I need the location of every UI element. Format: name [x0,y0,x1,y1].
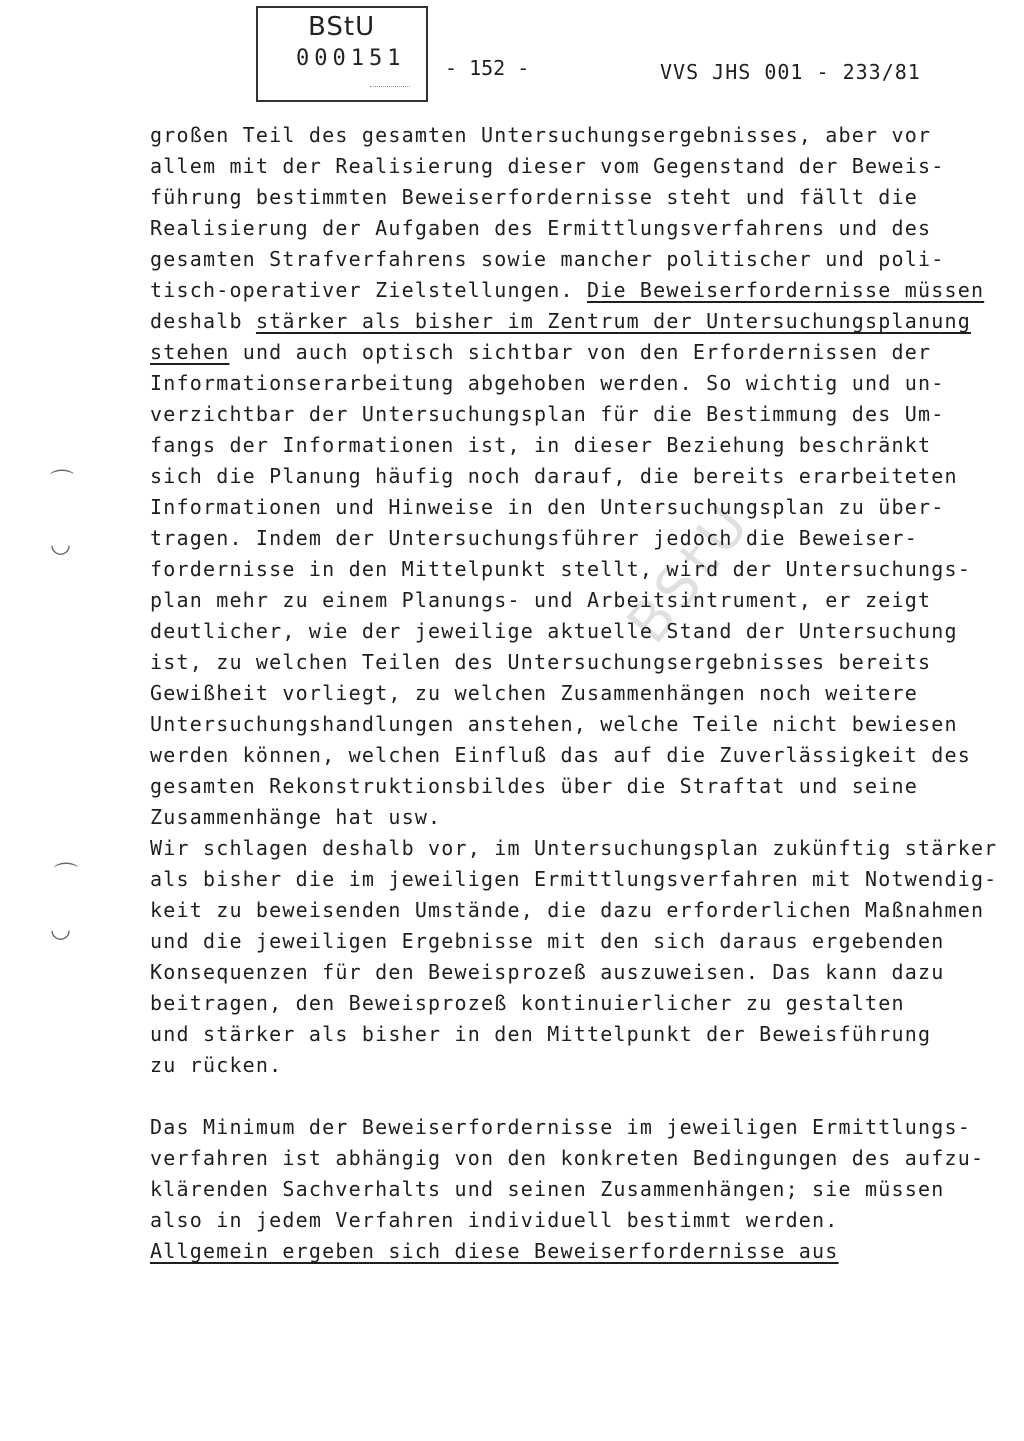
margin-mark: ⌒ [54,861,78,889]
paragraph-1 [150,120,998,1081]
page-number: - 152 - [445,56,530,80]
text-line: plan mehr zu einem Planungs- und Arbeitsintrument, er zeigt [150,588,932,612]
text-line: führung bestimmten Beweiserfordernisse steht und fällt die [150,185,918,209]
text-line: als bisher die im jeweiligen Ermittlungsverfahren mit Notwendig- [150,867,998,891]
margin-mark: ◡ [50,530,71,558]
text-line: beitragen, den Beweisprozeß kontinuierlicher zu gestalten [150,991,905,1015]
underlined-text: Die Beweiserfordernisse müssen [586,278,985,302]
text-line: großen Teil des gesamten Untersuchungsergebnisses, aber vor [150,123,932,147]
underlined-text: Allgemein ergeben sich diese Beweiserfordernisse aus [150,1239,839,1263]
text-line: tragen. Indem der Untersuchungsführer jedoch die Beweiser- [150,526,918,550]
text-line: Wir schlagen deshalb vor, im Untersuchungsplan zukünftig stärker [150,836,998,860]
text-line [150,306,980,337]
document-reference: VVS JHS 001 - 233/81 [660,60,921,84]
text-line: fordernisse in den Mittelpunkt stellt, wird der Untersuchungs- [150,557,971,581]
watermark: BStU [615,489,765,656]
underlined-text: stärker als bisher im Zentrum der Untersuchungsplanung [255,309,971,333]
text-line [150,275,985,306]
text-line: keit zu beweisenden Umstände, die dazu erforderlichen Maßnahmen [150,898,985,922]
text-line: Untersuchungshandlungen anstehen, welche Teile nicht bewiesen [150,712,958,736]
text-line: Informationserarbeitung abgehoben werden. So wichtig und un- [150,371,945,395]
text-line: und die jeweiligen Ergebnisse mit den sich daraus ergebenden [150,929,945,953]
text-line: ist, zu welchen Teilen des Untersuchungsergebnisses bereits [150,650,932,674]
stamp-number: 000151 [296,46,406,71]
text-line: also in jedem Verfahren individuell bestimmt werden. [150,1208,839,1232]
text-line: fangs der Informationen ist, in dieser Beziehung beschränkt [150,433,932,457]
text-line: Das Minimum der Beweiserfordernisse im jeweiligen Ermittlungs- [150,1115,971,1139]
text-line: Zusammenhänge hat usw. [150,805,442,829]
paragraph-3 [150,1112,985,1267]
text-line: verzichtbar der Untersuchungsplan für die Bestimmung des Um- [150,402,945,426]
underlined-text: stehen [150,340,230,364]
margin-mark: ◡ [50,915,71,943]
text-line: Konsequenzen für den Beweisprozeß auszuweisen. Das kann dazu [150,960,945,984]
text-segment: tisch-operativer Zielstellungen. [150,278,574,302]
text-line [150,337,980,368]
text-line: verfahren ist abhängig von den konkreten Bedingungen des aufzu- [150,1146,985,1170]
text-line: allem mit der Realisierung dieser vom Gegenstand der Beweis- [150,154,945,178]
text-line: sich die Planung häufig noch darauf, die bereits erarbeiteten [150,464,958,488]
text-line: gesamten Rekonstruktionsbildes über die Straftat und seine [150,774,918,798]
text-line: gesamten Strafverfahrens sowie mancher politischer und poli- [150,247,945,271]
text-segment: deshalb [150,309,243,333]
text-line: Realisierung der Aufgaben des Ermittlungsverfahrens und des [150,216,932,240]
stamp-divider [370,86,410,87]
text-line: werden können, welchen Einfluß das auf die Zuverlässigkeit des [150,743,971,767]
text-line: deutlicher, wie der jeweilige aktuelle Stand der Untersuchung [150,619,958,643]
stamp-archive-label: BStU [308,12,376,42]
text-line: zu rücken. [150,1053,283,1077]
margin-mark: ⌒ [50,468,74,496]
text-segment: und auch optisch sichtbar von den Erfordernissen der [242,340,932,364]
text-line: Gewißheit vorliegt, zu welchen Zusammenhängen noch weitere [150,681,918,705]
archive-stamp [256,6,428,102]
text-line: und stärker als bisher in den Mittelpunkt der Beweisführung [150,1022,932,1046]
text-line: Informationen und Hinweise in den Untersuchungsplan zu über- [150,495,945,519]
text-line: klärenden Sachverhalts und seinen Zusammenhängen; sie müssen [150,1177,945,1201]
